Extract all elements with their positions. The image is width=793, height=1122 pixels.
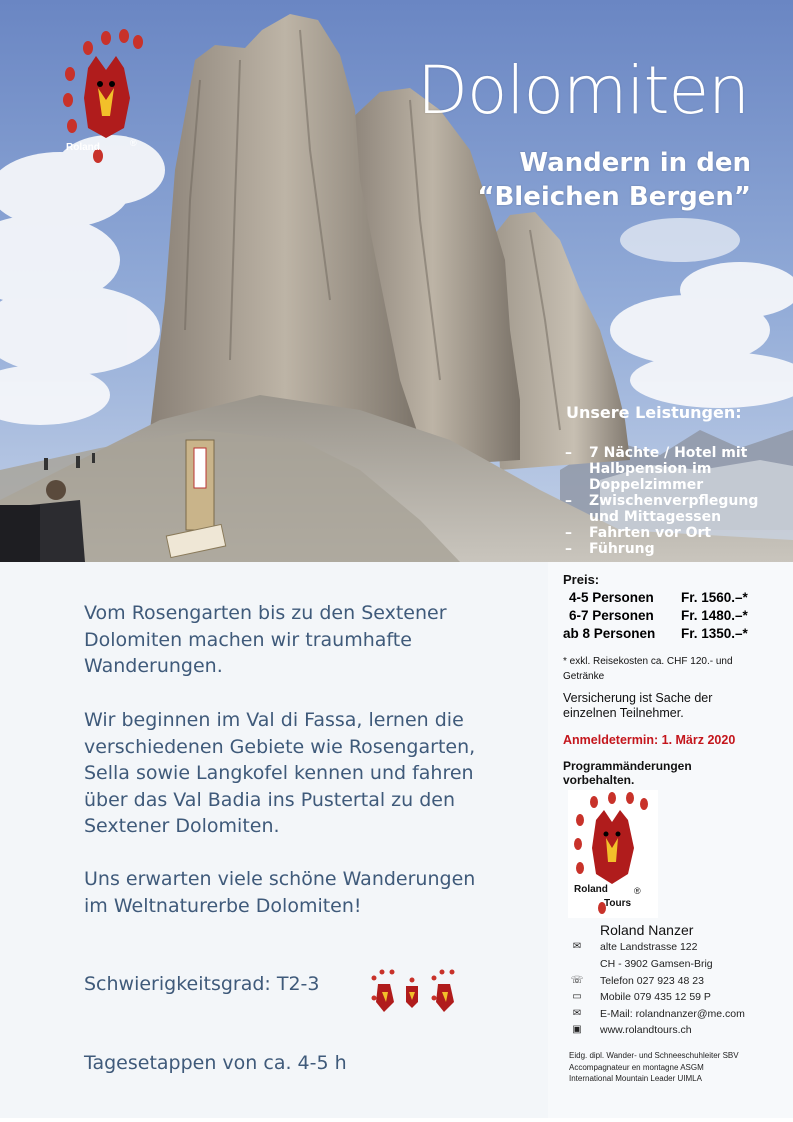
difficulty-logos bbox=[368, 968, 468, 1018]
intro-paragraph: Vom Rosengarten bis zu den Sextener Dolomiten machen wir traumhafte Wanderungen. bbox=[84, 602, 447, 677]
computer-icon: ▣ bbox=[572, 1024, 582, 1035]
price-row bbox=[563, 607, 748, 625]
roland-logo bbox=[58, 28, 154, 168]
page-subtitle bbox=[431, 146, 751, 214]
mail-icon: ✉ bbox=[572, 941, 582, 952]
phone-icon: ☏ bbox=[570, 975, 584, 986]
difficulty-text: Schwierigkeitsgrad: T2-3 bbox=[84, 973, 320, 995]
roland-tours-logo bbox=[568, 790, 658, 918]
price-value: Fr. 1480.–* bbox=[681, 608, 748, 623]
page-title: Dolomiten bbox=[417, 52, 749, 129]
price-value: Fr. 1560.–* bbox=[681, 590, 748, 605]
services-item: – Zwischenverpflegung und Mittagessen bbox=[565, 493, 759, 525]
price-value: Fr. 1350.–* bbox=[681, 626, 748, 641]
email-icon: ✉ bbox=[572, 1008, 582, 1019]
program-changes-note: Programmänderungen vorbehalten. bbox=[563, 759, 692, 787]
insurance-note: Versicherung ist Sache der einzelnen Teilnehmer. bbox=[563, 691, 713, 720]
guide-credential-line: Accompagnateur en montagne ASGM bbox=[569, 1062, 704, 1072]
contact-name: Roland Nanzer bbox=[600, 922, 694, 938]
guide-credentials bbox=[569, 1050, 779, 1085]
guide-credential-line: International Mountain Leader UIMLA bbox=[569, 1074, 702, 1083]
logo-text-roland: Roland bbox=[574, 884, 608, 895]
stages-text: Tagesetappen von ca. 4-5 h bbox=[84, 1052, 347, 1074]
price-row bbox=[563, 589, 748, 607]
guide-credential-line: Eidg. dipl. Wander- und Schneeschuhleiter SBV bbox=[569, 1051, 739, 1060]
bottom-edge bbox=[0, 1118, 793, 1122]
route-paragraph: Wir beginnen im Val di Fassa, lernen die verschiedenen Gebiete wie Rosengarten, Sella sowie Langkofel kennen und fahren über das Val Badia ins Pustertal zu den Sextener Dolomiten. bbox=[84, 709, 476, 837]
registration-deadline: Anmeldetermin: 1. März 2020 bbox=[563, 733, 736, 747]
subtitle-line-2: “Bleichen Bergen” bbox=[477, 182, 751, 212]
services-heading: Unsere Leistungen: bbox=[566, 403, 742, 422]
logo-text-tours: Tours bbox=[604, 898, 632, 909]
subtitle-line-1: Wandern in den bbox=[519, 148, 751, 178]
services-item: – Fahrten vor Ort bbox=[565, 525, 712, 541]
price-group: 6-7 Personen bbox=[569, 608, 654, 623]
price-table bbox=[563, 589, 748, 643]
fox-logo-small-icon bbox=[368, 968, 468, 1018]
price-label: Preis: bbox=[563, 572, 600, 587]
mobile-icon: ▭ bbox=[572, 991, 582, 1002]
services-list bbox=[565, 445, 780, 557]
services-item: – 7 Nächte / Hotel mit Halbpension im Doppelzimmer bbox=[565, 445, 748, 493]
price-note: * exkl. Reisekosten ca. CHF 120.- und Getränke bbox=[563, 656, 733, 682]
price-group: ab 8 Personen bbox=[563, 626, 656, 641]
svg-text:®: ® bbox=[130, 138, 137, 148]
fox-logo-icon bbox=[58, 28, 154, 168]
price-group: 4-5 Personen bbox=[569, 590, 654, 605]
logo-text: Roland bbox=[66, 142, 100, 153]
price-row bbox=[563, 625, 748, 643]
closing-paragraph: Uns erwarten viele schöne Wanderungen im Weltnaturerbe Dolomiten! bbox=[84, 868, 476, 917]
services-item: – Führung bbox=[565, 541, 655, 557]
logo-registered-mark: ® bbox=[634, 886, 641, 896]
fox-logo-icon bbox=[568, 790, 658, 918]
